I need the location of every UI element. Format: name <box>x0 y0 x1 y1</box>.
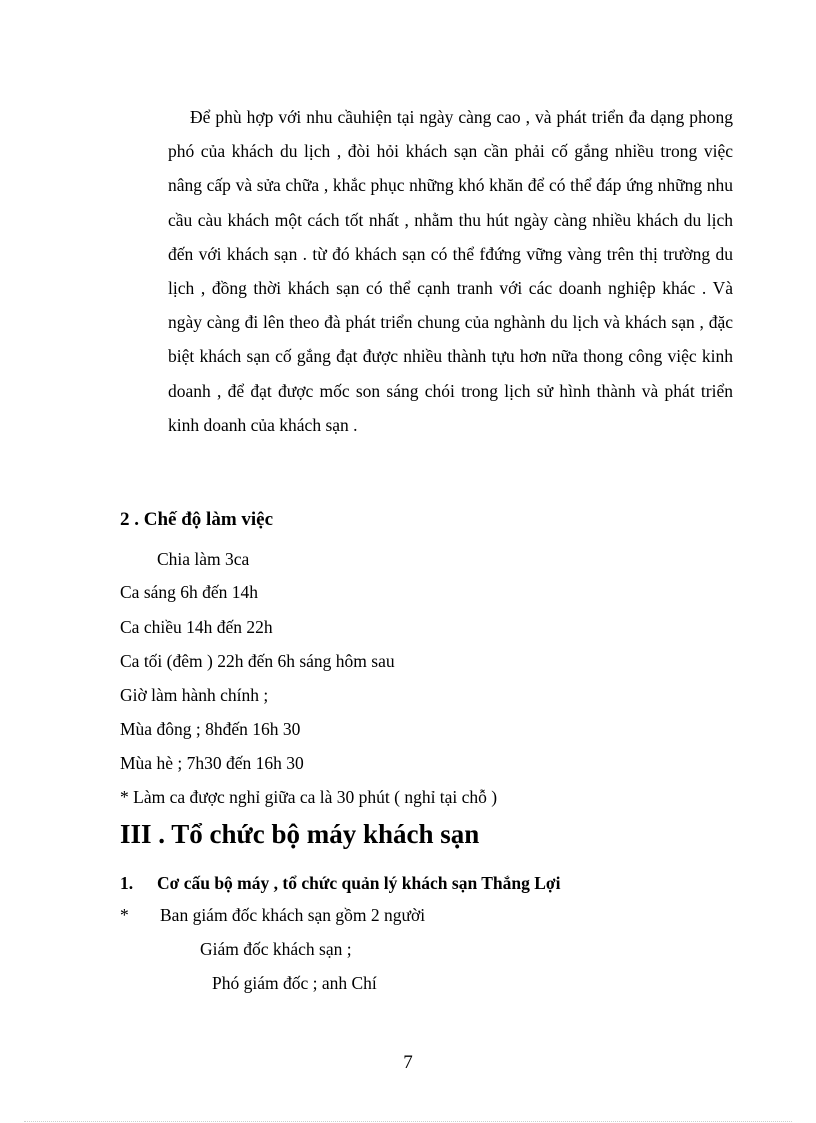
intro-paragraph: Để phù hợp với nhu cầuhiện tại ngày càng cao , và phát triển đa dạng phong phó của khách du lịch , đòi hỏi khách sạn cần phải cố gắng nhiều trong việc nâng cấp và sửa chữa , khắc phục những khó khăn để có thể đáp ứng những nhu cầu càu khách một cách tốt nhất , nhằm thu hút ngày càng nhiều khách du lịch đến với khách sạn . từ đó khách sạn có thể fđứng vững vàng trên thị trường du lịch , đồng thời khách sạn có thể cạnh tranh với các doanh nghiệp khác . Và ngày càng đi lên theo đà phát triển chung của nghành du lịch và khách sạn , đặc biệt khách sạn cố gắng đạt được nhiều thành tựu hơn nữa thong công việc kinh doanh , để đạt được mốc son sáng chói trong lịch sử hình thành và phát triển kinh doanh của khách sạn . <box>168 107 733 435</box>
section-2-heading: 2 . Chế độ làm việc <box>120 509 274 530</box>
director-line: Giám đốc khách sạn ; <box>200 939 352 959</box>
schedule-line-summer: Mùa hè ; 7h30 đến 16h 30 <box>120 753 304 773</box>
deputy-director-line: Phó giám đốc ; anh Chí <box>212 973 377 993</box>
subsection-heading: Cơ cấu bộ máy , tổ chức quản lý khách sạn Thắng Lợi <box>157 873 561 893</box>
subsection-number: 1. <box>120 873 134 893</box>
schedule-line-afternoon: Ca chiều 14h đến 22h <box>120 617 273 637</box>
bullet-marker: * <box>120 905 129 925</box>
schedule-line-night: Ca tối (đêm ) 22h đến 6h sáng hôm sau <box>120 651 395 671</box>
schedule-line-shifts: Chia làm 3ca <box>157 549 250 569</box>
board-of-directors-line: Ban giám đốc khách sạn gồm 2 người <box>160 905 426 925</box>
schedule-line-morning: Ca sáng 6h đến 14h <box>120 582 259 602</box>
section-3-heading: III . Tổ chức bộ máy khách sạn <box>120 819 480 849</box>
page-number: 7 <box>403 1052 413 1073</box>
schedule-line-winter: Mùa đông ; 8hđến 16h 30 <box>120 719 301 739</box>
page-bottom-divider <box>24 1121 792 1122</box>
schedule-line-break-note: * Làm ca được nghỉ giữa ca là 30 phút ( nghỉ tại chỗ ) <box>120 787 498 807</box>
schedule-line-office-hours: Giờ làm hành chính ; <box>120 685 269 705</box>
